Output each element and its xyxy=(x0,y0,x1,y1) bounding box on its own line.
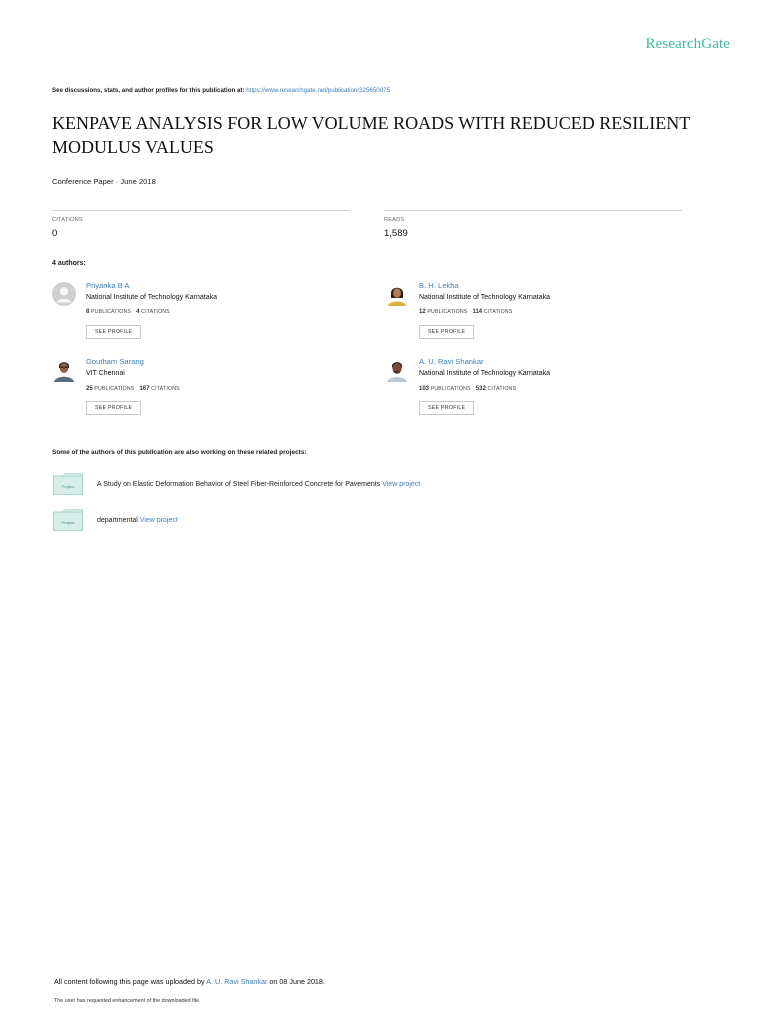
publication-type: Conference Paper · June 2018 xyxy=(52,177,156,186)
author-stats xyxy=(86,309,170,315)
upload-note xyxy=(54,977,325,986)
author-photo[interactable] xyxy=(52,358,76,382)
citations-label: CITATIONS xyxy=(52,217,83,223)
see-profile-button[interactable]: SEE PROFILE xyxy=(419,325,474,339)
generic-avatar-icon[interactable] xyxy=(52,282,76,306)
author-institution: National Institute of Technology Karnataka xyxy=(419,294,551,301)
project-item xyxy=(97,481,420,488)
citations-count: 114 xyxy=(472,309,483,315)
publications-label: PUBLICATIONS xyxy=(94,386,135,392)
reads-label: READS xyxy=(384,217,405,223)
project-folder-icon[interactable] xyxy=(53,509,83,536)
author-stats xyxy=(419,309,513,315)
see-profile-button[interactable]: SEE PROFILE xyxy=(86,401,141,415)
project-title: departmental xyxy=(97,517,138,524)
author-institution: National Institute of Technology Karnataka xyxy=(86,294,218,301)
citations-value: 0 xyxy=(52,228,58,239)
citations-count: 167 xyxy=(139,386,150,392)
publications-count: 8 xyxy=(86,309,90,315)
citations-label: CITATIONS xyxy=(487,386,517,392)
author-name-link[interactable]: A. U. Ravi Shankar xyxy=(419,357,484,366)
publications-count: 12 xyxy=(419,309,426,315)
author-name-link[interactable]: Priyanka B A xyxy=(86,281,130,290)
citations-divider xyxy=(52,210,350,211)
project-icon-label: Project xyxy=(61,484,75,489)
researchgate-logo[interactable]: ResearchGate xyxy=(645,36,730,52)
author-card xyxy=(52,282,76,306)
project-item xyxy=(97,517,178,524)
see-profile-button[interactable]: SEE PROFILE xyxy=(419,401,474,415)
upload-prefix: All content following this page was uploaded by xyxy=(54,977,205,986)
publication-url-link[interactable]: https://www.researchgate.net/publication/325650875 xyxy=(246,87,391,94)
project-icon-label: Project xyxy=(61,520,75,525)
citations-label: CITATIONS xyxy=(141,309,170,315)
author-institution: National Institute of Technology Karnataka xyxy=(419,370,551,377)
author-photo[interactable] xyxy=(385,282,409,306)
citations-count: 532 xyxy=(475,386,486,392)
publications-label: PUBLICATIONS xyxy=(427,309,468,315)
project-folder-icon[interactable] xyxy=(53,473,83,500)
author-name-link[interactable]: B. H. Lekha xyxy=(419,281,459,290)
publications-count: 103 xyxy=(419,386,430,392)
see-profile-button[interactable]: SEE PROFILE xyxy=(86,325,141,339)
enhancement-note: The user has requested enhancement of the downloaded file. xyxy=(54,998,201,1004)
author-stats xyxy=(419,386,516,392)
related-projects-label: Some of the authors of this publication are also working on these related projects: xyxy=(52,449,307,456)
publications-label: PUBLICATIONS xyxy=(91,309,132,315)
uploader-link[interactable]: A. U. Ravi Shankar xyxy=(206,977,268,986)
discussion-prefix: See discussions, stats, and author profiles for this publication at: xyxy=(52,87,245,94)
author-photo[interactable] xyxy=(385,358,409,382)
paper-title: KENPAVE ANALYSIS FOR LOW VOLUME ROADS WITH REDUCED RESILIENT MODULUS VALUES xyxy=(52,113,690,157)
discussion-line xyxy=(52,87,390,94)
author-stats xyxy=(86,386,180,392)
project-title: A Study on Elastic Deformation Behavior of Steel Fiber-Reinforced Concrete for Pavements xyxy=(97,481,381,488)
author-name-link[interactable]: Goutham Sarang xyxy=(86,357,144,366)
publications-label: PUBLICATIONS xyxy=(430,386,471,392)
view-project-link[interactable]: View project xyxy=(382,481,421,488)
citations-count: 4 xyxy=(136,309,140,315)
reads-value: 1,589 xyxy=(384,228,408,239)
reads-divider xyxy=(384,210,682,211)
publications-count: 25 xyxy=(86,386,93,392)
authors-label: 4 authors: xyxy=(52,260,86,267)
upload-suffix: on 08 June 2018. xyxy=(269,977,325,986)
citations-label: CITATIONS xyxy=(151,386,180,392)
view-project-link[interactable]: View project xyxy=(139,517,178,524)
author-institution: VIT Chennai xyxy=(86,370,125,377)
citations-label: CITATIONS xyxy=(483,309,513,315)
